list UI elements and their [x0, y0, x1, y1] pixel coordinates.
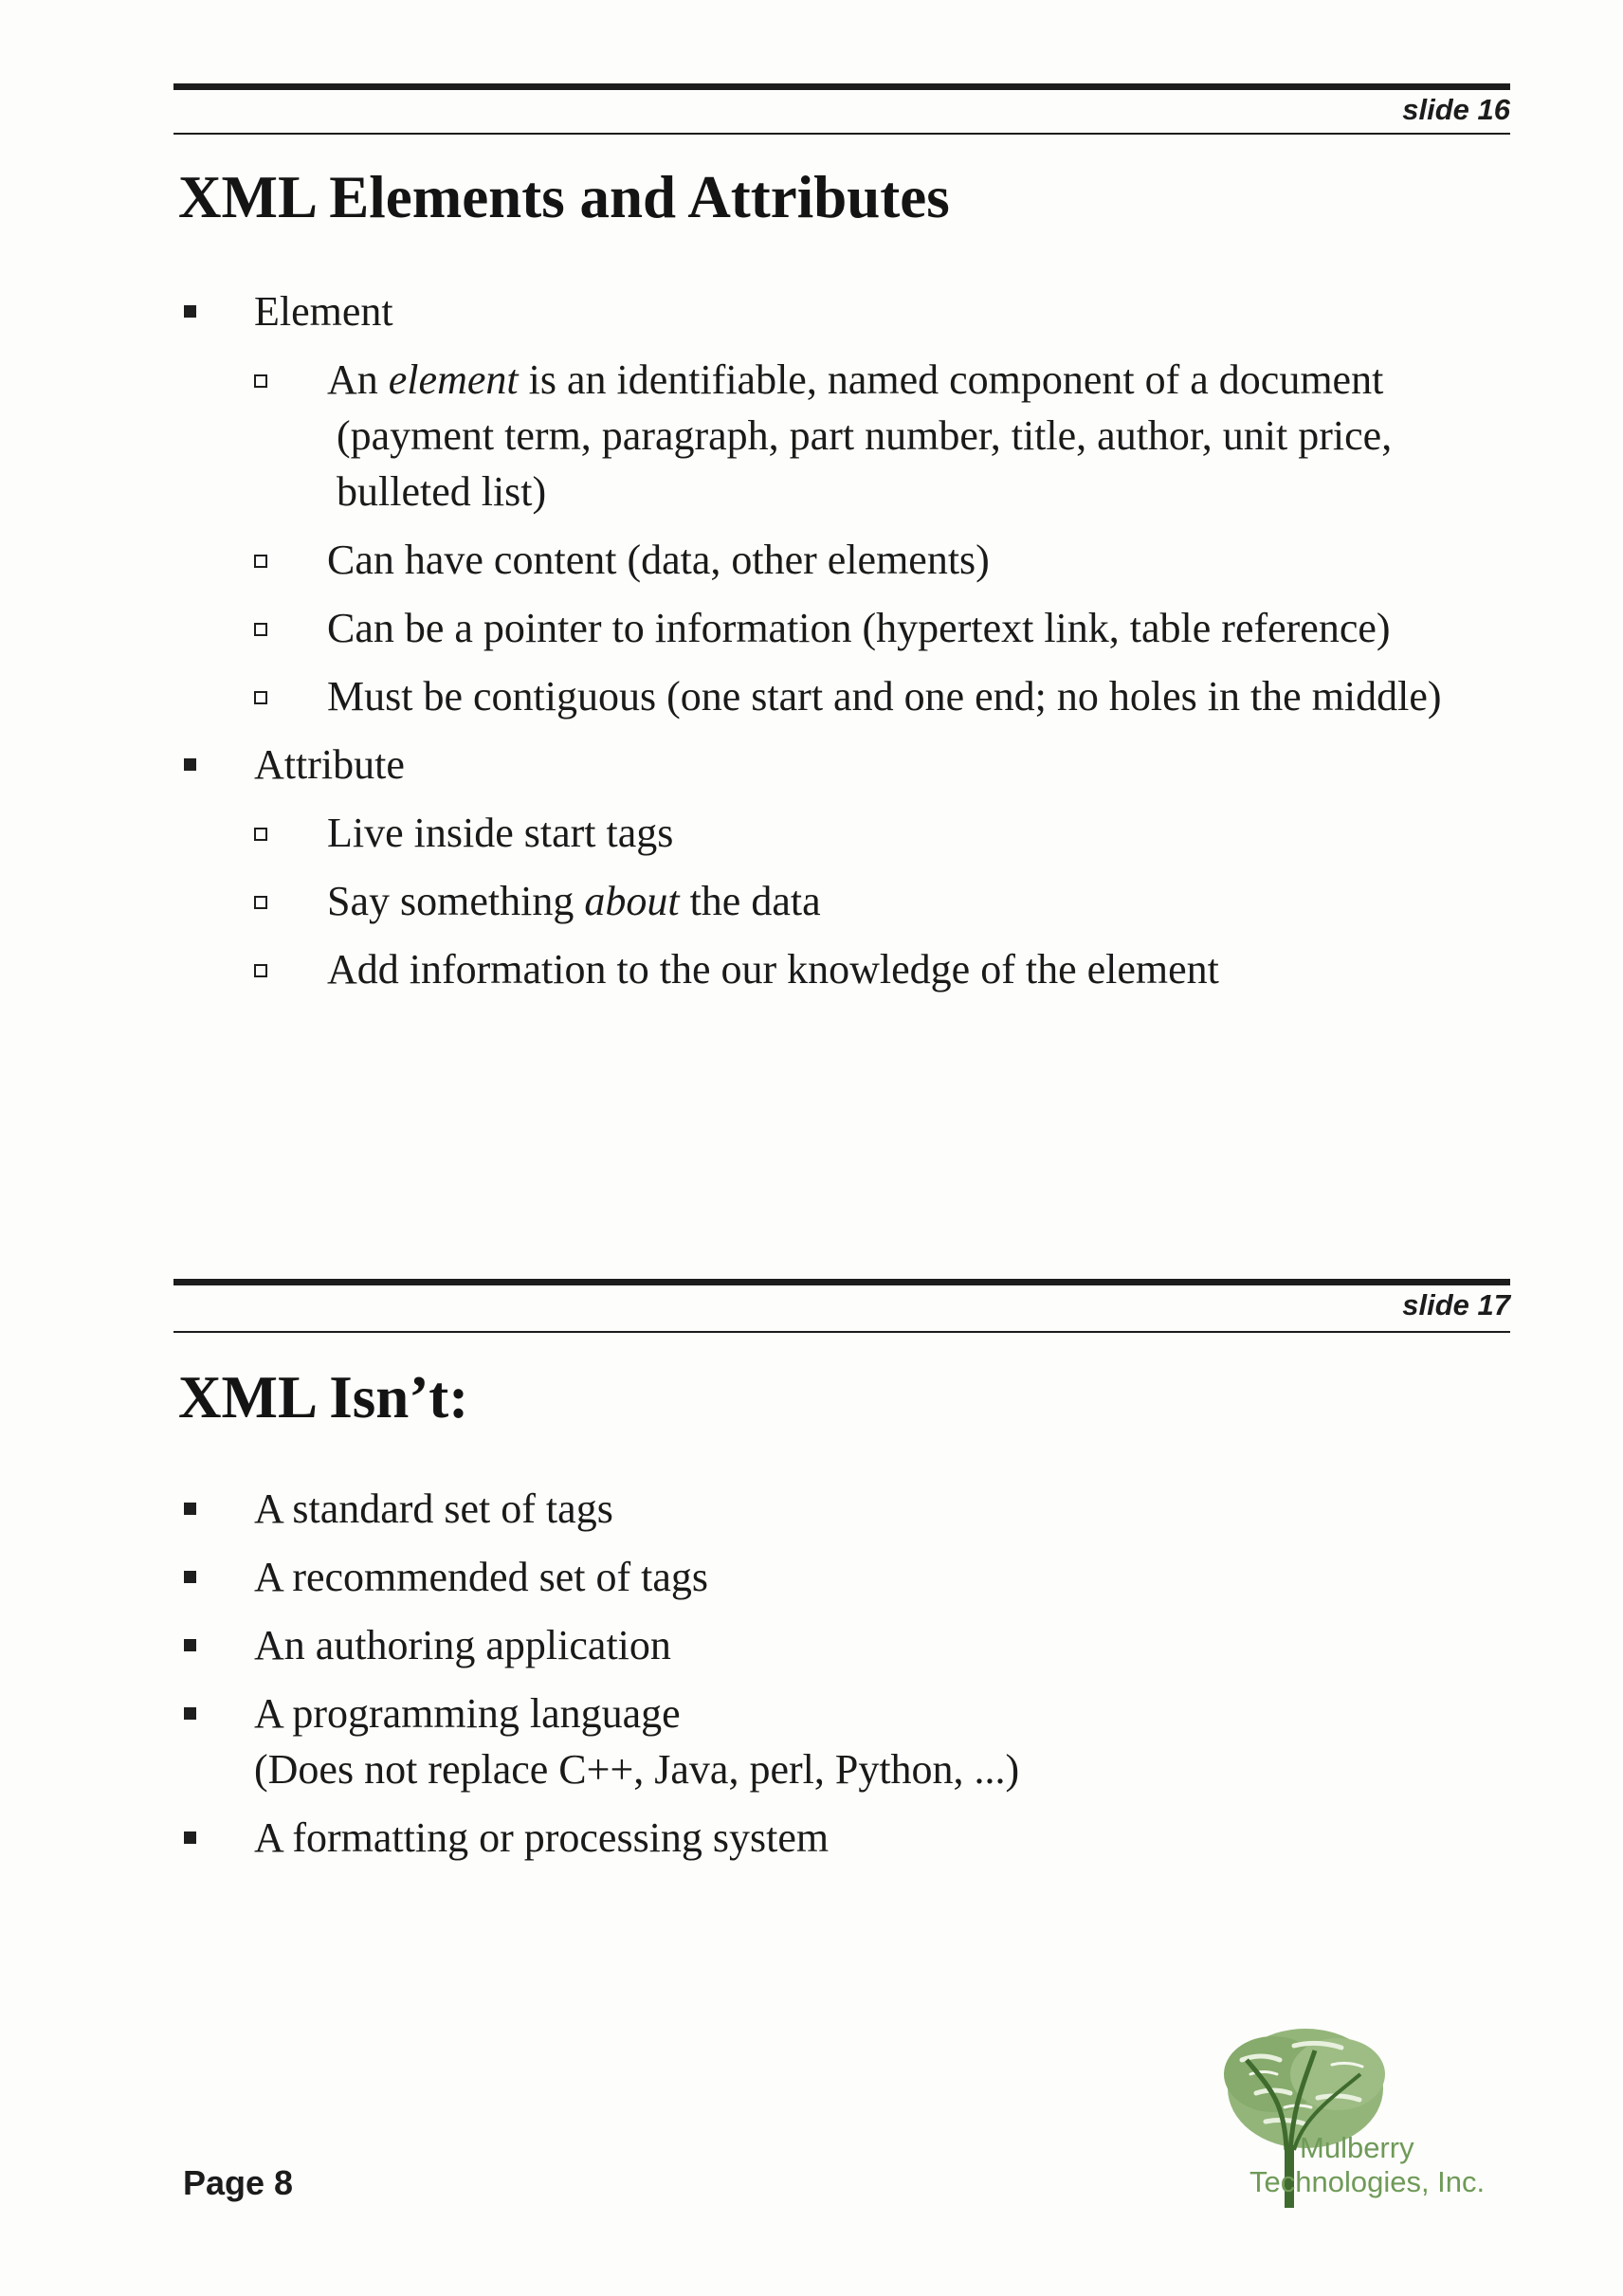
slide17-bullet-list [180, 1481, 1450, 1878]
sub-bullet-attribute-about [180, 873, 1450, 929]
attribute-item-2-em: about [584, 878, 680, 924]
element-def-em: element [388, 356, 519, 403]
bullet-formatting-system [180, 1810, 1450, 1866]
square-bullet-icon [184, 1571, 196, 1583]
element-item-2: Can be a pointer to information (hypertext link, table reference) [327, 605, 1391, 651]
company-line-1: Mulberry [1300, 2131, 1414, 2164]
slide16-top-rule [173, 83, 1510, 90]
attribute-item-2-post: the data [679, 878, 821, 924]
isnt-item-1: A standard set of tags [254, 1485, 613, 1532]
slide17-bottom-rule [173, 1331, 1510, 1333]
bullet-authoring-application [180, 1617, 1450, 1673]
attribute-heading: Attribute [254, 741, 405, 788]
element-item-3: Must be contiguous (one start and one end; no holes in the middle) [327, 673, 1442, 720]
square-bullet-icon [184, 1639, 196, 1651]
page-number: Page 8 [183, 2163, 294, 2202]
programming-note: (Does not replace C++, Java, perl, Python, ...) [254, 1746, 1020, 1793]
company-line-2: Technologies, Inc. [1249, 2165, 1486, 2198]
isnt-item-5: A formatting or processing system [254, 1814, 830, 1861]
element-def-examples: (payment term, paragraph, part number, title, author, unit price, bulleted list) [337, 412, 1393, 515]
sub-bullet-element-contiguous [180, 668, 1450, 724]
isnt-item-3: An authoring application [254, 1622, 671, 1668]
square-bullet-icon [184, 1503, 196, 1515]
slide16-title: XML Elements and Attributes [178, 164, 950, 230]
slide17-title: XML Isn’t: [178, 1364, 469, 1430]
bullet-programming-language [180, 1686, 1450, 1797]
slide17-top-rule [173, 1279, 1510, 1285]
bullet-standard-tags [180, 1481, 1450, 1537]
attribute-item-1: Live inside start tags [327, 810, 674, 856]
sub-bullet-element-pointer [180, 600, 1450, 656]
element-def-post: is an identifiable, named component of a document [518, 356, 1384, 403]
sub-bullet-attribute-knowledge [180, 941, 1450, 997]
hollow-square-bullet-icon [254, 964, 267, 977]
hollow-square-bullet-icon [254, 374, 267, 388]
square-bullet-icon [184, 1831, 196, 1844]
sub-bullet-element-content [180, 532, 1450, 588]
company-name [1249, 2131, 1485, 2199]
isnt-item-4: A programming language [254, 1690, 681, 1737]
bullet-attribute [180, 737, 1450, 793]
hollow-square-bullet-icon [254, 623, 267, 636]
square-bullet-icon [184, 1707, 196, 1720]
hollow-square-bullet-icon [254, 828, 267, 841]
isnt-item-2: A recommended set of tags [254, 1554, 708, 1600]
square-bullet-icon [184, 758, 196, 771]
slide16-number: slide 16 [1402, 93, 1510, 126]
bullet-element [180, 283, 1450, 339]
element-heading: Element [254, 288, 393, 335]
hollow-square-bullet-icon [254, 691, 267, 704]
slide16-bullet-list [180, 283, 1450, 1010]
attribute-item-2-pre: Say something [327, 878, 585, 924]
square-bullet-icon [184, 305, 196, 318]
sub-bullet-element-definition [180, 352, 1450, 519]
hollow-square-bullet-icon [254, 896, 267, 909]
element-def-pre: An [327, 356, 389, 403]
bullet-recommended-tags [180, 1549, 1450, 1605]
sub-bullet-attribute-start-tags [180, 805, 1450, 861]
hollow-square-bullet-icon [254, 555, 267, 568]
element-item-1: Can have content (data, other elements) [327, 537, 990, 583]
slide16-bottom-rule [173, 133, 1510, 135]
attribute-item-3: Add information to the our knowledge of the element [327, 946, 1219, 993]
slide17-number: slide 17 [1402, 1288, 1510, 1321]
